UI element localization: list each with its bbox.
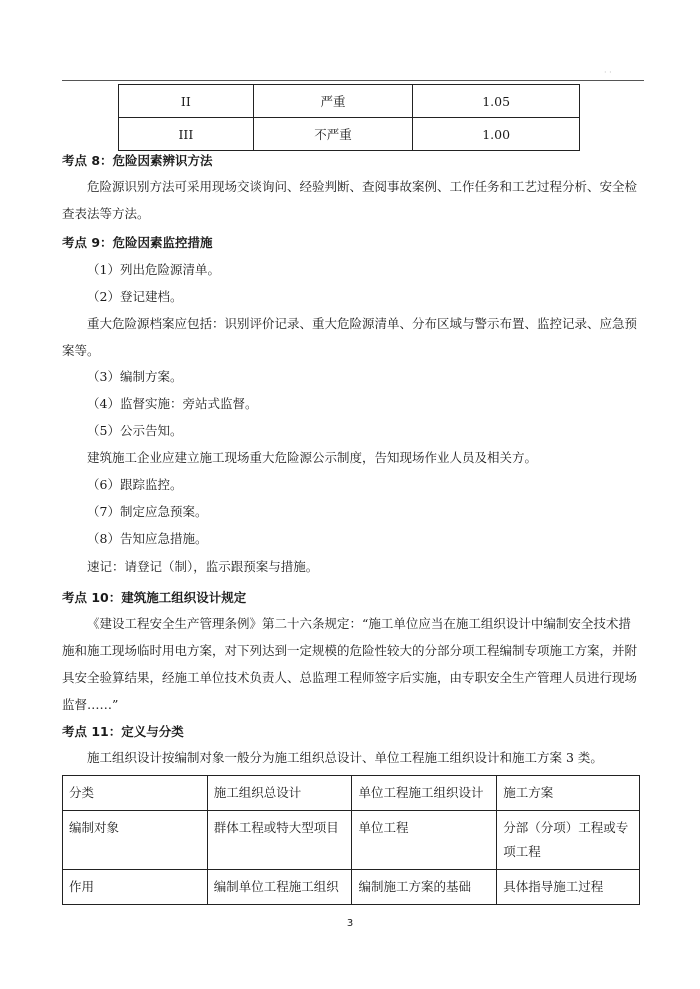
list-item: （3）编制方案。 <box>87 369 183 384</box>
table-cell: 严重 <box>253 85 413 118</box>
table-cell: 群体工程或特大型项目 <box>207 811 352 870</box>
list-item: （5）公示告知。 <box>87 423 183 438</box>
list-item: （6）跟踪监控。 <box>87 477 183 492</box>
table-cell: 编制单位工程施工组织 <box>207 870 352 905</box>
section-8-heading: 考点 8：危险因素辨识方法 <box>62 153 213 168</box>
table-cell: 1.00 <box>413 118 580 151</box>
table-row <box>63 870 640 905</box>
header-mark: · · <box>604 68 612 77</box>
table-header-cell: 施工组织总设计 <box>207 776 352 811</box>
list-item: （1）列出危险源清单。 <box>87 262 220 277</box>
list-item: （7）制定应急预案。 <box>87 504 208 519</box>
table-cell: 1.05 <box>413 85 580 118</box>
table-cell: 具体指导施工过程 <box>497 870 640 905</box>
table-cell: 作用 <box>63 870 208 905</box>
classification-table <box>62 775 640 905</box>
section-11-heading: 考点 11：定义与分类 <box>62 724 184 739</box>
table-cell: III <box>119 118 254 151</box>
list-item: （8）告知应急措施。 <box>87 531 208 546</box>
page-number: 3 <box>346 918 354 929</box>
table-row <box>63 776 640 811</box>
table-header-cell: 施工方案 <box>497 776 640 811</box>
coefficient-table <box>118 84 580 151</box>
section-11-body: 施工组织设计按编制对象一般分为施工组织总设计、单位工程施工组织设计和施工方案 3 类。 <box>87 750 603 765</box>
table-row <box>119 85 580 118</box>
table-cell: 编制对象 <box>63 811 208 870</box>
section-10-heading: 考点 10：建筑施工组织设计规定 <box>62 590 247 605</box>
mnemonic: 速记：请登记（制），监示跟预案与措施。 <box>87 559 319 574</box>
table-row <box>119 118 580 151</box>
section-9-heading: 考点 9：危险因素监控措施 <box>62 235 213 250</box>
table-row <box>63 811 640 870</box>
table-cell: 单位工程 <box>352 811 497 870</box>
list-item: （2）登记建档。 <box>87 289 183 304</box>
header-rule <box>62 80 644 81</box>
section-9-note: 重大危险源档案应包括：识别评价记录、重大危险源清单、分布区域与警示布置、监控记录、应急预案等。 <box>62 316 638 358</box>
section-9-note: 建筑施工企业应建立施工现场重大危险源公示制度，告知现场作业人员及相关方。 <box>87 450 538 465</box>
section-8-body: 危险源识别方法可采用现场交谈询问、经验判断、查阅事故案例、工作任务和工艺过程分析、安全检查表法等方法。 <box>62 179 638 221</box>
table-header-cell: 单位工程施工组织设计 <box>352 776 497 811</box>
list-item: （4）监督实施：旁站式监督。 <box>87 396 258 411</box>
table-cell: II <box>119 85 254 118</box>
table-cell: 不严重 <box>253 118 413 151</box>
table-cell: 编制施工方案的基础 <box>352 870 497 905</box>
section-10-body: 《建设工程安全生产管理条例》第二十六条规定：“施工单位应当在施工组织设计中编制安全技术措施和施工现场临时用电方案，对下列达到一定规模的危险性较大的分部分项工程编制专项施工方案，并附具安全验算结果，经施工单位技术负责人、总监理工程师签字后实施，由专职安全生产管理人员进行现场监督……” <box>62 616 638 712</box>
table-header-cell: 分类 <box>63 776 208 811</box>
table-cell: 分部（分项）工程或专项工程 <box>497 811 640 870</box>
